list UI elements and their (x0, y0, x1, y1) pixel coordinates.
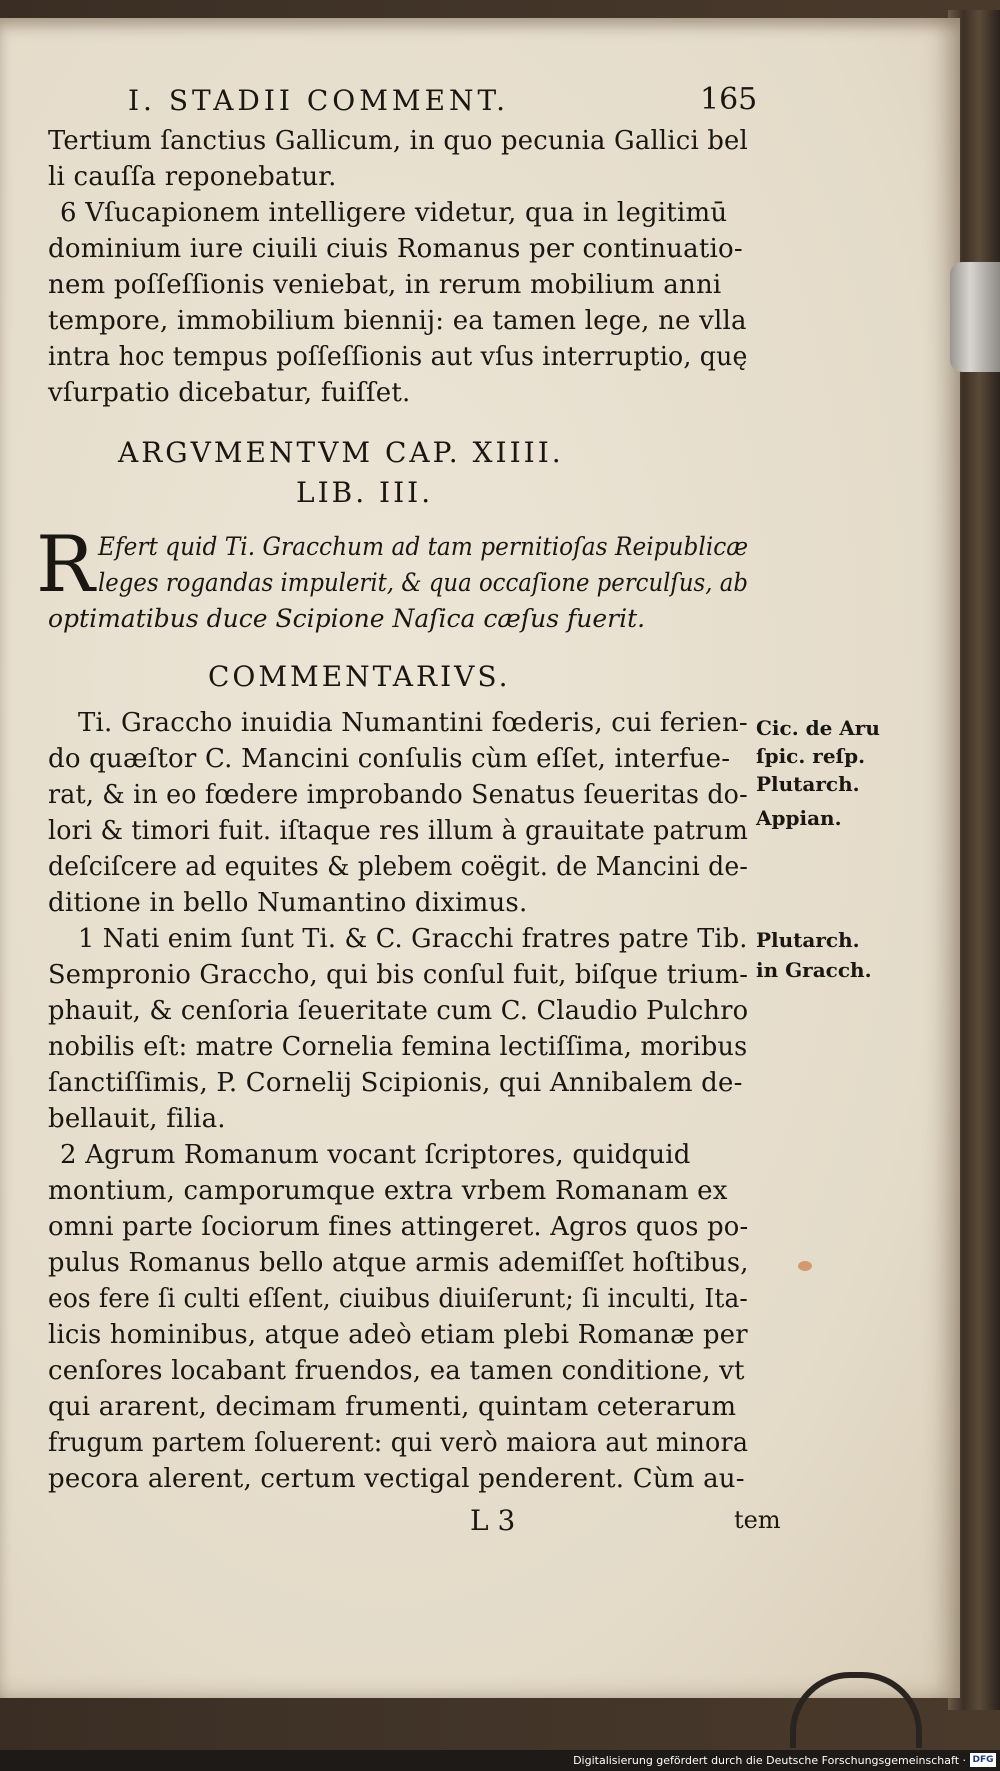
commentary-line: pecora alerent, certum vectigal penderent. Cùm au- (48, 1464, 745, 1494)
commentary-line: omni parte ſociorum fines attingeret. Agros quos po- (48, 1212, 749, 1242)
margin-note: in Gracch. (756, 958, 872, 982)
body-line: 6 Vſucapionem intelligere videtur, qua in legitimū (60, 198, 728, 228)
commentary-line: ſanctiſſimis, P. Cornelij Scipionis, qui Annibalem de- (48, 1068, 743, 1098)
margin-note: Plutarch. (756, 772, 860, 796)
commentary-line: 2 Agrum Romanum vocant ſcriptores, quidquid (60, 1140, 691, 1170)
body-line: dominium iure ciuili ciuis Romanus per continuatio- (48, 234, 743, 264)
body-line: vſurpatio dicebatur, fuiſſet. (48, 378, 411, 408)
commentary-line: montium, camporumque extra vrbem Romanam ex (48, 1176, 728, 1206)
stain-mark (798, 1261, 812, 1271)
margin-note: ſpic. reſp. (756, 744, 866, 768)
dfg-logo: DFG (970, 1753, 996, 1767)
argument-line: optimatibus duce Scipione Naſica cæſus fuerit. (48, 604, 646, 633)
commentary-line: Ti. Graccho inuidia Numantini fœderis, cui ferien- (78, 708, 748, 738)
argument-line: Efert quid Ti. Gracchum ad tam pernitioſas Reipublicæ (98, 532, 749, 561)
body-line: tempore, immobilium biennij: ea tamen lege, ne vlla (48, 306, 747, 336)
body-line: li cauſſa reponebatur. (48, 162, 337, 192)
commentary-line: do quæſtor C. Mancini conſulis cùm eſſet, interfue- (48, 744, 731, 774)
commentary-line: Sempronio Graccho, qui bis conſul fuit, biſque trium- (48, 960, 749, 990)
argument-line: leges rogandas impulerit, & qua occaſione perculſus, ab (98, 568, 748, 597)
commentary-line: bellauit, filia. (48, 1104, 226, 1134)
catchword: tem (734, 1506, 781, 1534)
commentary-line: licis hominibus, atque adeò etiam plebi Romanæ per (48, 1320, 748, 1350)
margin-note: Appian. (756, 806, 842, 830)
argument-subheading: LIB. III. (296, 476, 434, 509)
commentary-line: eos fere ſi culti eſſent, ciuibus diuiſerunt; ſi inculti, Ita- (48, 1284, 748, 1314)
funding-credit: Digitalisierung gefördert durch die Deutsche Forschungsgemeinschaft · (573, 1754, 966, 1767)
body-line: intra hoc tempus poſſeſſionis aut vſus interruptio, quę (48, 342, 748, 372)
commentary-line: ditione in bello Numantino diximus. (48, 888, 528, 918)
commentary-line: rat, & in eo fœdere improbando Senatus ſeueritas do- (48, 780, 748, 810)
metal-clasp (950, 262, 1000, 372)
commentary-line: qui ararent, decimam frumenti, quintam ceterarum (48, 1392, 737, 1422)
margin-note: Cic. de Aru (756, 716, 880, 740)
argument-heading: ARGVMENTVM CAP. XIIII. (118, 436, 564, 469)
commentary-line: cenſores locabant fruendos, ea tamen conditione, vt (48, 1356, 745, 1386)
drop-cap: R (36, 520, 95, 610)
commentary-line: lori & timori fuit. iſtaque res illum à grauitate patrum (48, 816, 749, 846)
commentary-line: nobilis eſt: matre Cornelia femina lectiſſima, moribus (48, 1032, 748, 1062)
commentary-line: deſciſcere ad equites & plebem coëgit. de Mancini de- (48, 852, 749, 882)
running-title: I. STADII COMMENT. (128, 84, 509, 117)
commentary-line: phauit, & cenſoria ſeueritate cum C. Claudio Pulchro (48, 996, 749, 1026)
signature-mark: L 3 (470, 1504, 516, 1537)
body-line: Tertium ſanctius Gallicum, in quo pecunia Gallici bel (48, 126, 748, 156)
commentary-line: 1 Nati enim ſunt Ti. & C. Gracchi fratres patre Tib. (78, 924, 748, 954)
commentary-line: pulus Romanus bello atque armis ademiſſet hoſtibus, (48, 1248, 749, 1278)
margin-note: Plutarch. (756, 928, 860, 952)
commentary-heading: COMMENTARIVS. (208, 660, 511, 693)
body-line: nem poſſeſſionis veniebat, in rerum mobilium anni (48, 270, 722, 300)
page-number: 165 (700, 82, 758, 117)
commentary-line: frugum partem ſoluerent: qui verò maiora aut minora (48, 1428, 749, 1458)
